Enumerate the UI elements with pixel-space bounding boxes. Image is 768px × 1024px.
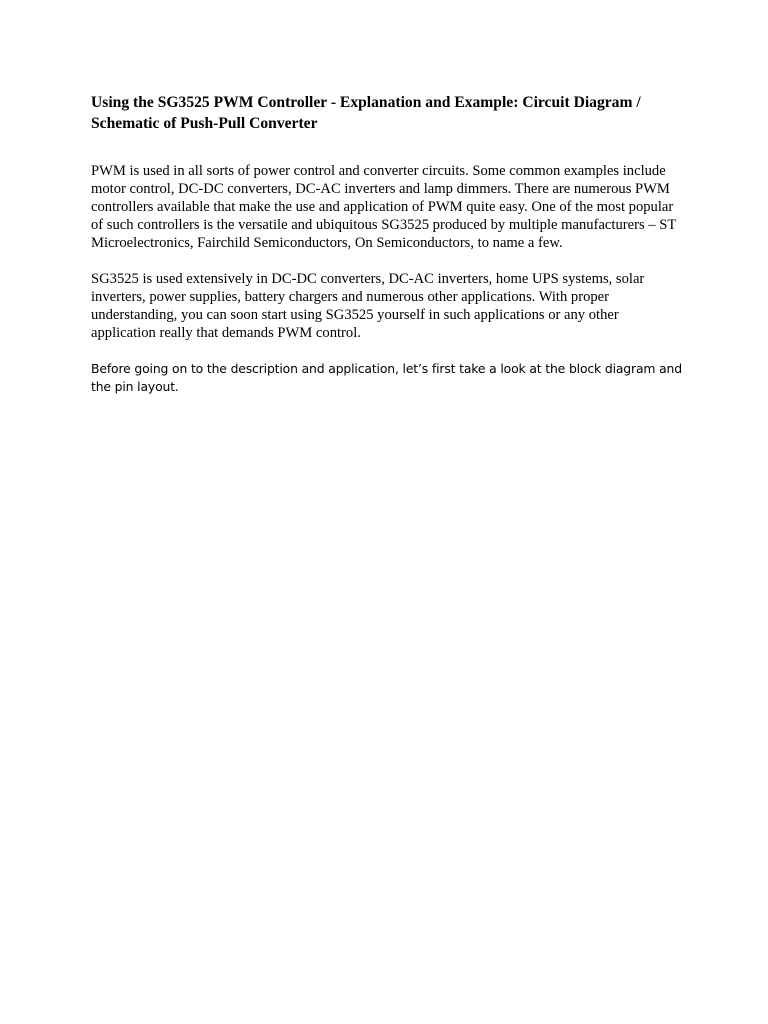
paragraph-sg3525-uses: SG3525 is used extensively in DC-DC converters, DC-AC inverters, home UPS systems, solar inverters, power supplies, battery chargers and numerous other applications. With proper understanding, you can soon start using SG3525 yourself in such applications or any other application really that demands PWM control. — [91, 271, 645, 341]
paragraph-block-diagram-intro: Before going on to the description and application, let’s first take a look at the block diagram and the pin layout. — [91, 361, 682, 394]
document-content — [91, 92, 685, 396]
document-title: Using the SG3525 PWM Controller - Explanation and Example: Circuit Diagram / Schematic of Push-Pull Converter — [91, 94, 641, 132]
paragraph-pwm-intro: PWM is used in all sorts of power control and converter circuits. Some common examples include motor control, DC-DC converters, DC-AC inverters and lamp dimmers. There are numerous PWM controllers available that make the use and application of PWM quite easy. One of the most popular of such controllers is the versatile and ubiquitous SG3525 produced by multiple manufacturers – ST Microelectronics, Fairchild Semiconductors, On Semiconductors, to name a few. — [91, 163, 676, 251]
